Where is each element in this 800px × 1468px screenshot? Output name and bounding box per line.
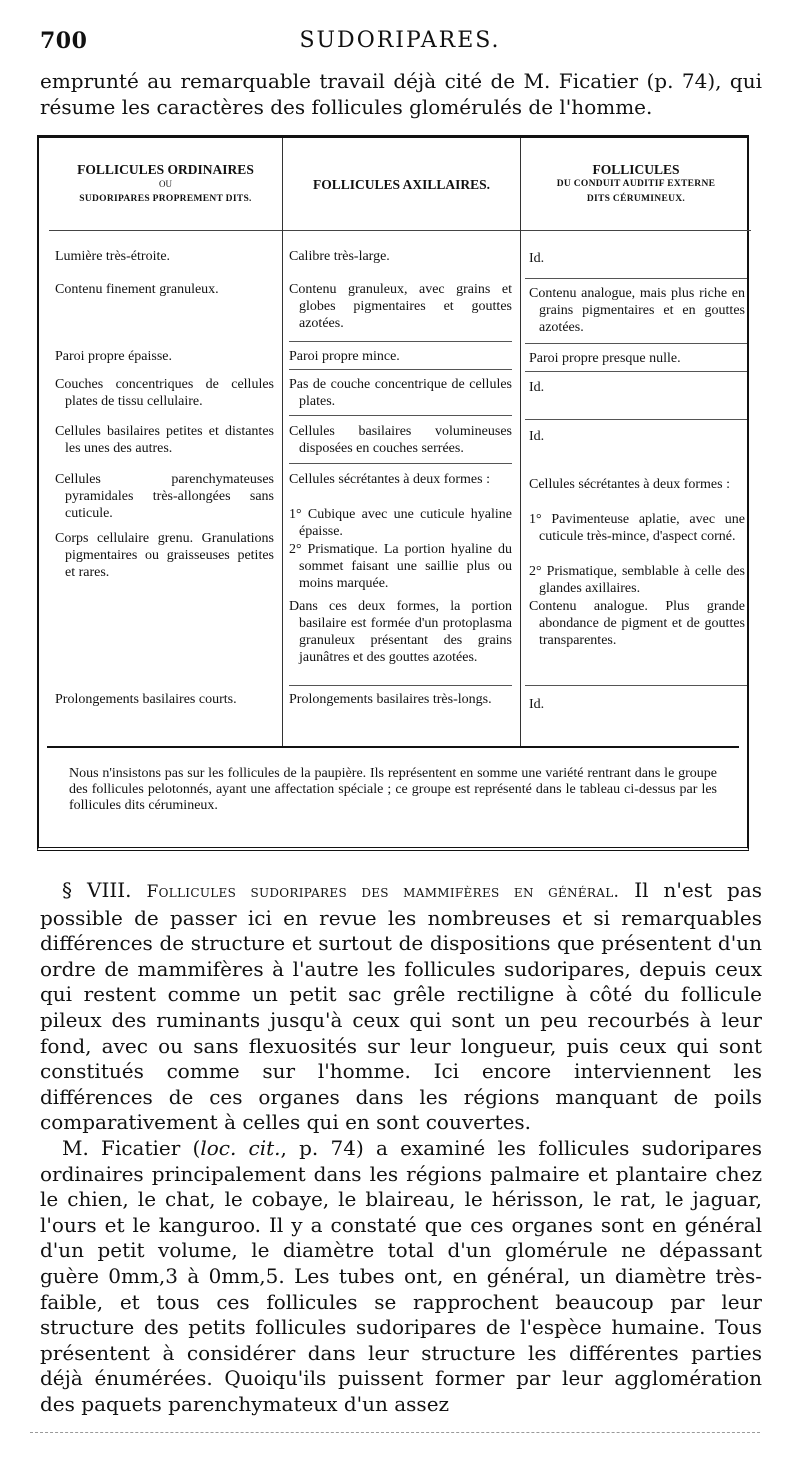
- table-cell: Paroi propre presque nulle.: [529, 351, 681, 366]
- table-cell: Prolongements basilaires très-longs.: [289, 692, 492, 707]
- column-title: FOLLICULES ORDINAIRES: [77, 161, 254, 177]
- section-mark: § VIII.: [62, 878, 132, 902]
- section-paragraph-2: [40, 1136, 762, 1418]
- table-cell: 1° Pavimenteuse aplatie, avec une cuticule très-mince, d'aspect corné.: [529, 512, 745, 544]
- table-cell: Corps cellulaire grenu. Granulations pigmentaires ou graisseuses petites et rares.: [55, 531, 274, 580]
- column-title: FOLLICULES: [592, 161, 680, 177]
- row-divider: [525, 685, 747, 686]
- section-paragraph-1: [40, 878, 762, 1136]
- table-cell: Lumière très-étroite.: [55, 249, 171, 264]
- table-cell: Cellules sécrétantes à deux formes :: [529, 477, 730, 492]
- citation: loc. cit.: [200, 1135, 281, 1160]
- row-divider: [289, 369, 512, 370]
- table-cell: Id.: [529, 380, 545, 395]
- table-cell: Contenu analogue. Plus grande abondance de pigment et de gouttes transparentes.: [529, 599, 745, 648]
- page-number: 700: [40, 28, 88, 54]
- table-cell: Cellules basilaires volumineuses disposées en couches serrées.: [289, 424, 512, 456]
- row-divider: [525, 343, 747, 344]
- column-ordinary-follicles: [49, 138, 283, 746]
- column-subtitle: DITS CÉRUMINEUX.: [586, 193, 686, 204]
- table-cell: 1° Cubique avec une cuticule hyaline épaisse.: [289, 507, 512, 539]
- row-divider: [525, 419, 747, 420]
- table-cell: Pas de couche concentrique de cellules plates.: [289, 377, 512, 409]
- column-title: FOLLICULES AXILLAIRES.: [312, 176, 491, 192]
- table-cell: Cellules basilaires petites et distantes les unes des autres.: [55, 424, 274, 456]
- column-header: [49, 138, 282, 231]
- row-divider: [289, 685, 512, 686]
- table-cell: Contenu granuleux, avec grains et globes pigmentaires et gouttes azotées.: [289, 282, 512, 331]
- intro-paragraph: emprunté au remarquable travail déjà cité de M. Ficatier (p. 74), qui résume les caractères des follicules glomérulés de l'homme.: [40, 69, 762, 119]
- paragraph-text: Il n'est pas possible de passer ici en revue les nombreuses et si remarquables différences de structure et surtout de dispositions que présentent d'un ordre de mammifères à l'autre les follicules sudoripares, depuis ceux qui restent comme un petit sac grêle rectiligne à côté du follicule pileux des ruminants jusqu'à ceux qui sont un peu recourbés à leur fond, avec ou sans flexuosités sur leur longueur, puis ceux qui sont constitués comme sur l'homme. Ici encore interviennent les différences de ces organes dans les régions manquant de poils comparativement à celles qui en sont couvertes.: [40, 878, 763, 1135]
- row-divider: [289, 415, 512, 416]
- table-cell: Couches concentriques de cellules plates de tissu cellulaire.: [55, 377, 274, 409]
- table-footer-rule: [47, 746, 739, 748]
- table-cell: Paroi propre mince.: [289, 349, 400, 364]
- row-divider: [289, 463, 512, 464]
- column-axillary-follicles: [283, 138, 521, 746]
- paragraph-text: M. Ficatier (: [62, 1135, 201, 1160]
- column-ceruminous-follicles: [521, 138, 751, 746]
- table-cell: Cellules parenchymateuses pyramidales très-allongées sans cuticule.: [55, 472, 274, 521]
- column-header: [283, 138, 520, 231]
- bottom-dashed-rule: [30, 1432, 760, 1433]
- table-cell: Id.: [529, 251, 545, 266]
- section-heading: Follicules sudoripares des mammifères en général.: [146, 882, 620, 902]
- table-cell: Calibre très-large.: [289, 249, 390, 264]
- table-cell: Contenu analogue, mais plus riche en grains pigmentaires et en gouttes azotées.: [529, 286, 745, 335]
- running-title: SUDORIPARES.: [299, 28, 501, 53]
- table-cell: Contenu finement granuleux.: [55, 282, 219, 297]
- table-cell: 2° Prismatique. La portion hyaline du sommet faisant une saillie plus ou moins marquée.: [289, 542, 512, 591]
- table-cell: Cellules sécrétantes à deux formes :: [289, 472, 490, 487]
- running-header: [40, 28, 760, 58]
- row-divider: [525, 371, 747, 372]
- column-subtitle: DU CONDUIT AUDITIF EXTERNE: [556, 178, 716, 189]
- table-footnote: Nous n'insistons pas sur les follicules de la paupière. Ils représentent en somme une variété rentrant dans le groupe des follicules pelotonnés, ayant une affectation spéciale ; ce groupe est représenté dans le tableau ci-dessus par les follicules dits cérumineux.: [69, 766, 717, 813]
- table-cell: Id.: [529, 429, 545, 444]
- column-header: [521, 138, 751, 231]
- section-text: [40, 878, 762, 1417]
- table-cell: Prolongements basilaires courts.: [55, 692, 237, 707]
- paragraph-text: , p. 74) a examiné les follicules sudoripares ordinaires principalement dans les régions palmaire et plantaire chez le chien, le chat, le cobaye, le blaireau, le hérisson, le rat, le jaguar, l'ours et le kanguroo. Il y a constaté que ces organes sont en général d'un petit volume, le diamètre total d'un glomérule ne dépassant guère 0mm,3 à 0mm,5. Les tubes ont, en général, un diamètre très-faible, et tous ces follicules se rapprochent beaucoup par leur structure des petits follicules sudoripares de l'espèce humaine. Tous présentent à considérer dans leur structure les différentes parties déjà énumérées. Quoiqu'ils puissent former par leur agglomération des paquets parenchymateux d'un assez: [40, 1135, 762, 1416]
- row-divider: [525, 278, 747, 279]
- table-cell: 2° Prismatique, semblable à celle des glandes axillaires.: [529, 564, 745, 596]
- table-cell: Paroi propre épaisse.: [55, 349, 173, 364]
- comparison-table: [37, 135, 749, 851]
- table-cell: Dans ces deux formes, la portion basilaire est formée d'un protoplasma granuleux présentant des grains jaunâtres et des gouttes azotées.: [289, 599, 512, 665]
- table-cell: Id.: [529, 697, 545, 712]
- row-divider: [289, 341, 512, 342]
- column-subtitle: OU: [159, 178, 172, 189]
- column-subtitle: SUDORIPARES PROPREMENT DITS.: [79, 193, 252, 204]
